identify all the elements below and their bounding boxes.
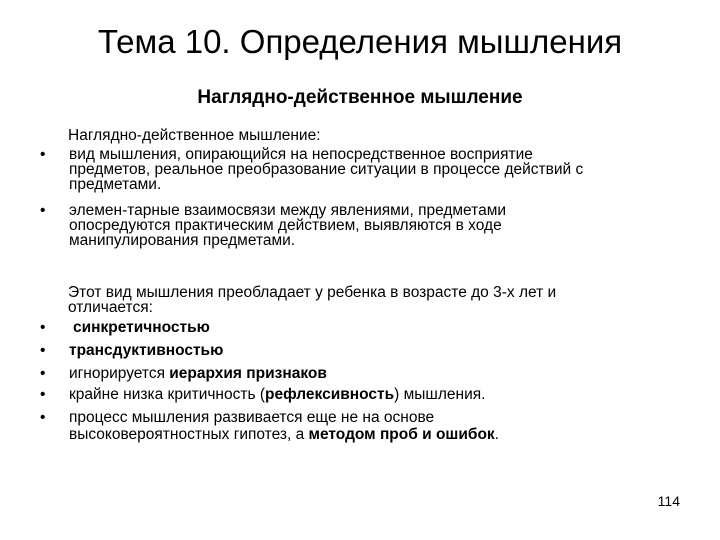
feature-item-5-text: высоковероятностных гипотез, а <box>69 426 309 443</box>
feature-item-4-text-b: ) мышления. <box>394 386 486 403</box>
feature-item-5-emphasis: методом проб и ошибок <box>308 426 495 443</box>
feature-item-1-text: синкретичностью <box>73 319 210 336</box>
definition-bullet-2-line-3: манипулирования предметами. <box>69 232 296 249</box>
definition-bullet-1-line-2: предметов, реальное преобразование ситуации в процессе действий с <box>69 161 584 178</box>
page-title: Тема 10. Определения мышления <box>97 23 623 60</box>
feature-item-5-end: . <box>494 426 499 443</box>
bullet-marker: • <box>40 146 46 163</box>
age-lead-line-2: отличается: <box>68 299 153 316</box>
bullet-marker: • <box>40 409 46 426</box>
feature-item-5-line-1: процесс мышления развивается еще не на основе <box>69 409 435 426</box>
definition-bullet-2-line-1: элемен-тарные взаимосвязи между явлениями, предметами <box>69 202 507 219</box>
feature-item-5-line-2 <box>69 427 499 442</box>
definition-lead: Наглядно-действенное мышление: <box>68 127 321 144</box>
definition-bullet-1-line-1: вид мышления, опирающийся на непосредственное восприятие <box>69 146 533 163</box>
feature-item-1 <box>73 320 210 335</box>
page-number: 114 <box>657 493 680 509</box>
bullet-marker: • <box>40 342 46 359</box>
feature-item-4 <box>69 387 485 402</box>
feature-item-4-emphasis: рефлексивность <box>265 386 395 403</box>
age-lead-line-1: Этот вид мышления преобладает у ребенка в возрасте до 3-х лет и <box>68 284 557 301</box>
bullet-marker: • <box>40 319 46 336</box>
feature-item-3 <box>69 366 327 381</box>
bullet-marker: • <box>40 202 46 219</box>
section-subtitle: Наглядно-действенное мышление <box>197 87 523 108</box>
bullet-marker: • <box>40 386 46 403</box>
feature-item-2-text: трансдуктивностью <box>69 342 224 359</box>
definition-bullet-1-line-3: предметами. <box>69 176 162 193</box>
feature-item-2 <box>69 343 223 358</box>
definition-bullet-2-line-2: опосредуются практическим действием, выявляются в ходе <box>69 217 502 234</box>
feature-item-3-text: игнорируется <box>69 365 170 382</box>
feature-item-4-text-a: крайне низка критичность ( <box>69 386 266 403</box>
bullet-marker: • <box>40 365 46 382</box>
feature-item-3-emphasis: иерархия признаков <box>169 365 327 382</box>
